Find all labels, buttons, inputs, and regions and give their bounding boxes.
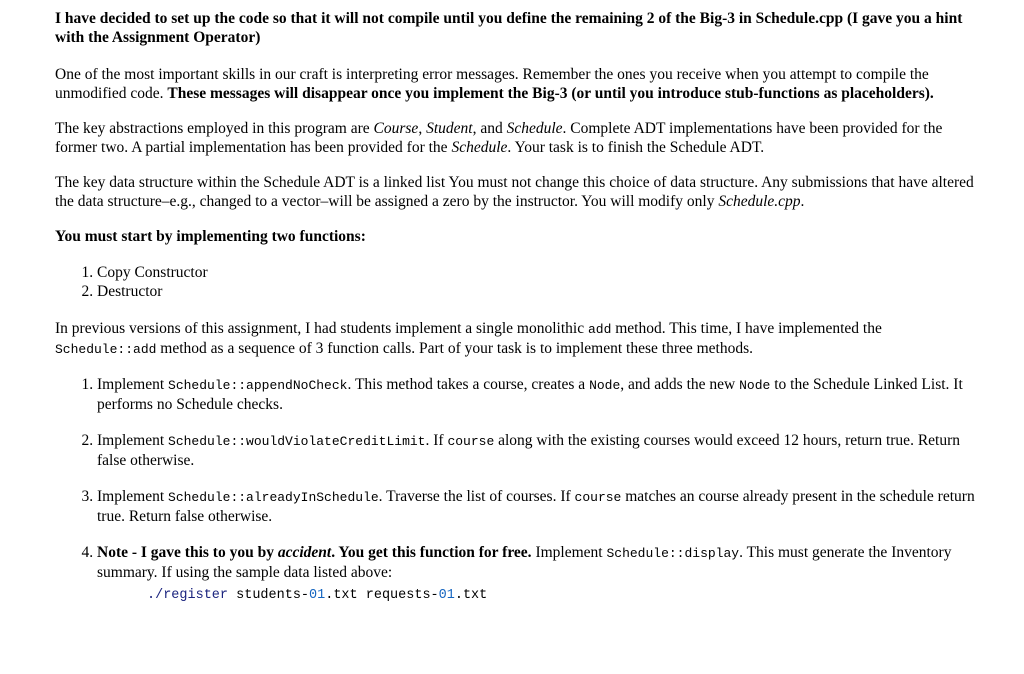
code-method: Schedule::display: [606, 546, 740, 561]
bold-note: . You get this function for free.: [331, 544, 532, 561]
command-arg: .txt requests-: [325, 588, 439, 603]
text-run: , and: [472, 120, 507, 137]
text-run: The key data structure within the Schedule ADT is a linked list You must not change this choice of data structure. Any submissions that have altered the data structure–e.g., changed to a vector–will be assigned a zero by the instructor. You will modify only: [55, 174, 974, 210]
text-run: . This method takes a course, creates a: [347, 376, 590, 393]
text-run: , and adds the new: [620, 376, 740, 393]
page-title: I have decided to set up the code so that it will not compile until you define the remaining 2 of the Big-3 in Schedule.cpp (I gave you a hint with the Assignment Operator): [55, 10, 963, 46]
code-node: Node: [739, 378, 771, 393]
step-credit-limit: [97, 431, 975, 470]
command-arg: students-: [228, 588, 310, 603]
text-run: .: [800, 193, 805, 210]
code-method: Schedule::wouldViolateCreditLimit: [168, 434, 426, 449]
step-already-in-schedule: [97, 487, 975, 526]
text-run: along with the existing courses would exceed 12 hours, return true. Return false otherwise.: [97, 432, 960, 469]
command-number: 01: [438, 588, 455, 603]
text-run: ,: [418, 120, 427, 137]
text-run: . This must generate the Inventory summary. If using the sample data listed above:: [97, 544, 952, 581]
start-list: [55, 263, 975, 301]
text-run: . Traverse the list of courses. If: [378, 488, 575, 505]
text-run: . Complete ADT implementations have been provided for the former two. A partial implementation has been provided for the: [55, 120, 943, 156]
paragraph-text: One of the most important skills in our craft is interpreting error messages. Remember the ones you receive when you attempt to compile the unmodified code.: [55, 66, 929, 102]
bold-note: These messages will disappear once you implement the Big-3 (or until you introduce stub-functions as placeholders).: [167, 85, 934, 102]
command-arg: .txt: [454, 588, 488, 603]
code-node: Node: [589, 378, 621, 393]
step-append-no-check: [97, 375, 975, 414]
code-add: add: [587, 322, 612, 337]
code-schedule-add: Schedule::add: [55, 342, 157, 357]
list-item: 2. Destructor: [97, 282, 975, 301]
text-run: Implement: [531, 544, 607, 561]
bold-note: Note - I gave this to you by: [97, 544, 278, 561]
paragraph-add-method: [55, 319, 975, 359]
text-run: Implement: [97, 432, 169, 449]
list-item: 1. Copy Constructor: [97, 263, 975, 282]
code-method: Schedule::appendNoCheck: [168, 378, 348, 393]
code-course: course: [574, 490, 622, 505]
text-run: method. This time, I have implemented the: [611, 320, 882, 337]
command-line: [147, 586, 975, 605]
steps-list: [55, 375, 975, 605]
step-display: [97, 543, 975, 605]
text-run: Implement: [97, 376, 169, 393]
bold-italic-note: accident: [277, 544, 332, 561]
text-run: The key abstractions employed in this program are: [55, 120, 374, 137]
term-student: Student: [426, 120, 473, 137]
text-run: In previous versions of this assignment, I had students implement a single monolithic: [55, 320, 588, 337]
term-course: Course: [373, 120, 419, 137]
code-method: Schedule::alreadyInSchedule: [168, 490, 379, 505]
command-number: 01: [309, 588, 326, 603]
text-run: . If: [425, 432, 448, 449]
paragraph-abstractions: [55, 119, 975, 157]
text-run: to the Schedule Linked List. It performs no Schedule checks.: [97, 376, 963, 413]
text-run: method as a sequence of 3 function calls. Part of your task is to implement these three methods.: [156, 340, 754, 357]
text-run: . Your task is to finish the Schedule ADT.: [507, 139, 765, 156]
code-course: course: [447, 434, 495, 449]
text-run: matches an course already present in the schedule return true. Return false otherwise.: [97, 488, 975, 525]
term-schedule: Schedule: [451, 139, 508, 156]
section-heading: You must start by implementing two functions:: [55, 228, 366, 245]
paragraph-data-structure: [55, 173, 975, 211]
text-run: Implement: [97, 488, 169, 505]
paragraph-error-messages: [55, 65, 975, 103]
command-path: ./register: [147, 588, 229, 603]
term-schedule: Schedule: [506, 120, 563, 137]
file-name: Schedule.cpp: [718, 193, 801, 210]
